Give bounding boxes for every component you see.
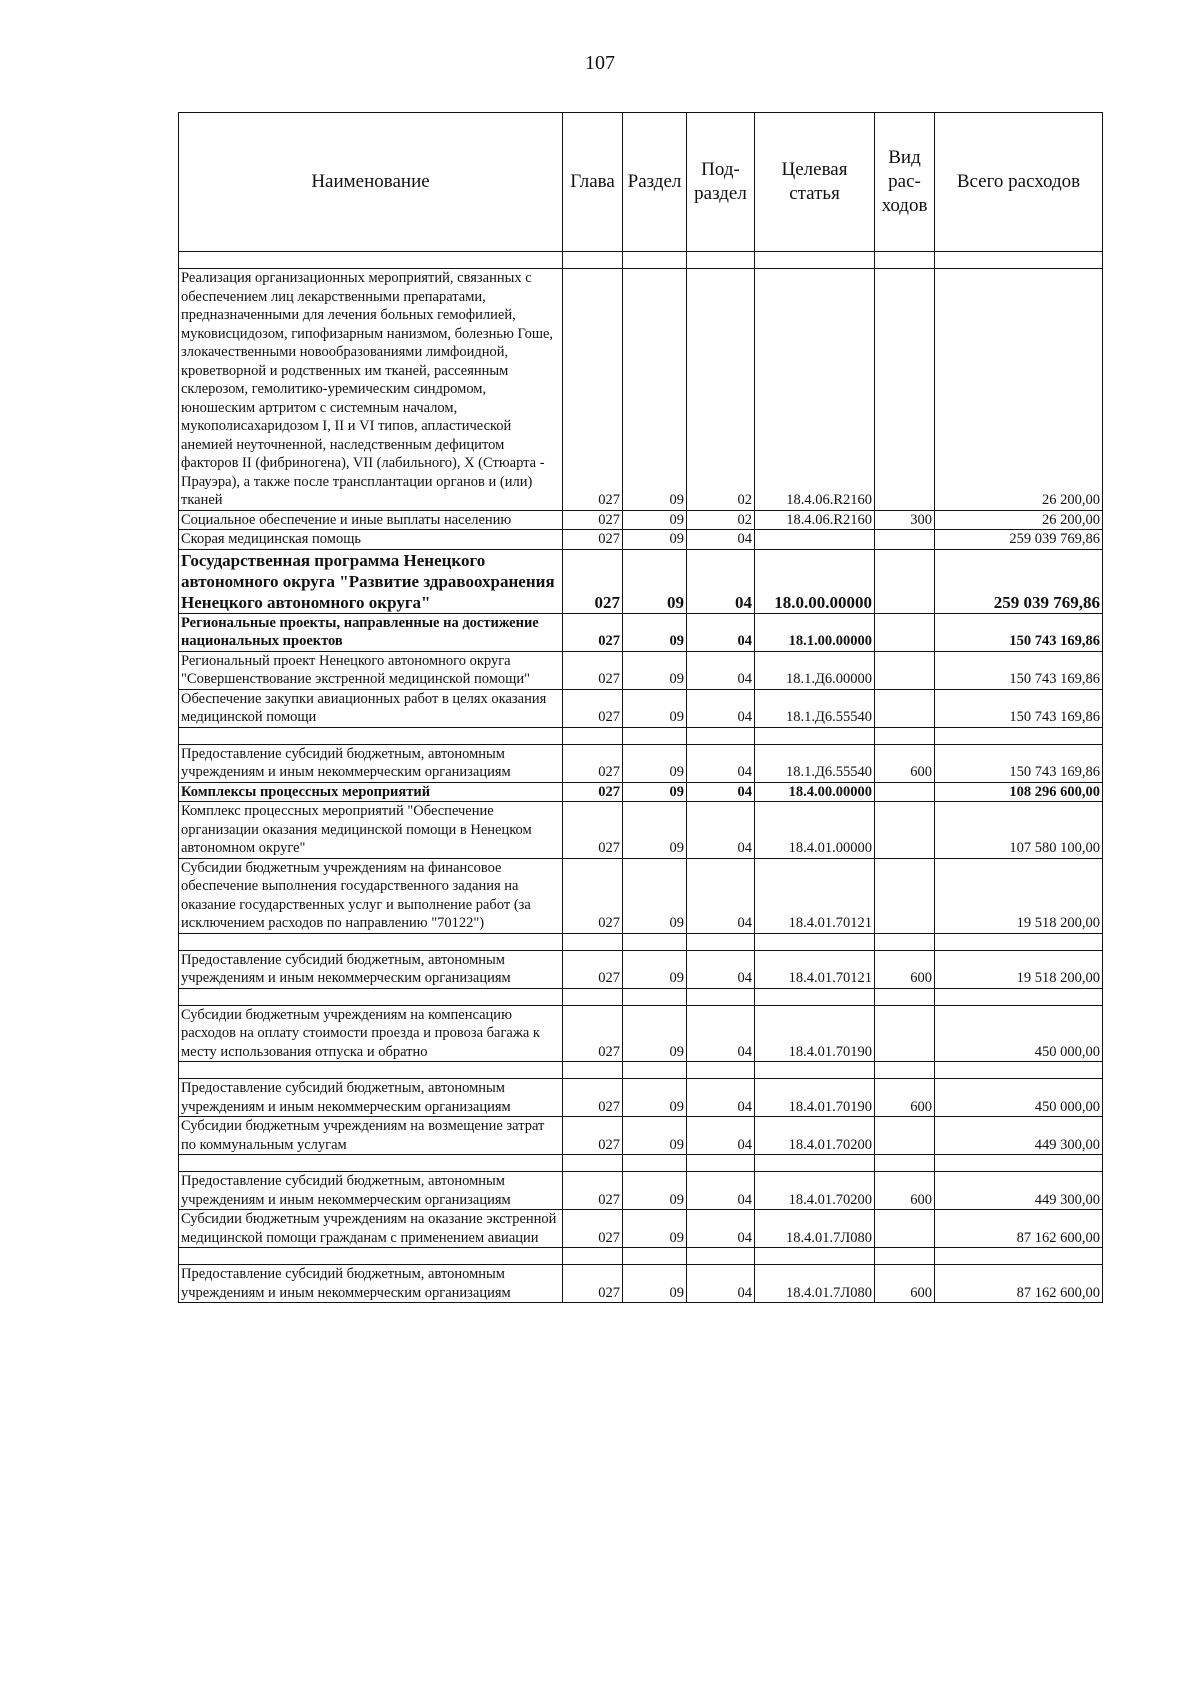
cell-name: Обеспечение закупки авиационных работ в целях оказания медицинской помощи	[179, 689, 563, 727]
table-row	[179, 858, 1103, 933]
table-row	[179, 549, 1103, 613]
cell-razdel: 09	[623, 1265, 687, 1303]
row-spacer	[179, 1155, 1103, 1172]
cell-pod: 04	[687, 1172, 755, 1210]
cell-pod: 04	[687, 689, 755, 727]
cell-total: 150 743 169,86	[935, 689, 1103, 727]
cell-razdel: 09	[623, 950, 687, 988]
table-row	[179, 782, 1103, 802]
cell-pod: 04	[687, 1210, 755, 1248]
cell-name: Предоставление субсидий бюджетным, автономным учреждениям и иным некоммерческим организациям	[179, 744, 563, 782]
cell-glava: 027	[563, 1210, 623, 1248]
header-vid-rashodov: Вид рас- ходов	[875, 113, 935, 252]
cell-total: 150 743 169,86	[935, 613, 1103, 651]
table-row	[179, 651, 1103, 689]
header-name: Наименование	[179, 113, 563, 252]
cell-name: Субсидии бюджетным учреждениям на оказание экстренной медицинской помощи гражданам с применением авиации	[179, 1210, 563, 1248]
cell-pod: 04	[687, 858, 755, 933]
cell-razdel: 09	[623, 782, 687, 802]
cell-cel: 18.4.01.7Л080	[755, 1265, 875, 1303]
cell-cel: 18.4.01.70190	[755, 1005, 875, 1062]
cell-name: Предоставление субсидий бюджетным, автономным учреждениям и иным некоммерческим организациям	[179, 1079, 563, 1117]
cell-pod: 04	[687, 782, 755, 802]
cell-vid	[875, 1117, 935, 1155]
cell-razdel: 09	[623, 651, 687, 689]
cell-vid: 600	[875, 1079, 935, 1117]
cell-glava: 027	[563, 613, 623, 651]
budget-table	[178, 112, 1103, 1303]
cell-name: Социальное обеспечение и иные выплаты населению	[179, 510, 563, 530]
table-row	[179, 1265, 1103, 1303]
cell-name: Предоставление субсидий бюджетным, автономным учреждениям и иным некоммерческим организациям	[179, 950, 563, 988]
cell-name: Государственная программа Ненецкого автономного округа "Развитие здравоохранения Ненецкого автономного округа"	[179, 549, 563, 613]
cell-name: Региональный проект Ненецкого автономного округа "Совершенствование экстренной медицинской помощи"	[179, 651, 563, 689]
cell-pod: 04	[687, 1117, 755, 1155]
header-celevaya-statya: Целевая статья	[755, 113, 875, 252]
cell-total: 26 200,00	[935, 510, 1103, 530]
cell-cel: 18.4.01.70200	[755, 1117, 875, 1155]
cell-glava: 027	[563, 530, 623, 550]
cell-razdel: 09	[623, 510, 687, 530]
cell-glava: 027	[563, 510, 623, 530]
cell-cel: 18.4.01.70121	[755, 950, 875, 988]
cell-pod: 02	[687, 510, 755, 530]
cell-vid: 600	[875, 950, 935, 988]
cell-glava: 027	[563, 858, 623, 933]
cell-cel: 18.1.00.00000	[755, 613, 875, 651]
cell-total: 87 162 600,00	[935, 1265, 1103, 1303]
cell-pod: 02	[687, 269, 755, 511]
cell-cel: 18.4.00.00000	[755, 782, 875, 802]
table-header-row	[179, 113, 1103, 252]
cell-total: 107 580 100,00	[935, 802, 1103, 859]
cell-razdel: 09	[623, 1079, 687, 1117]
cell-vid	[875, 689, 935, 727]
cell-total: 450 000,00	[935, 1005, 1103, 1062]
cell-glava: 027	[563, 782, 623, 802]
cell-razdel: 09	[623, 744, 687, 782]
cell-vid: 300	[875, 510, 935, 530]
cell-total: 87 162 600,00	[935, 1210, 1103, 1248]
cell-razdel: 09	[623, 613, 687, 651]
table-row	[179, 1117, 1103, 1155]
cell-cel: 18.4.01.70200	[755, 1172, 875, 1210]
cell-glava: 027	[563, 1117, 623, 1155]
header-razdel: Раздел	[623, 113, 687, 252]
cell-pod: 04	[687, 1005, 755, 1062]
cell-total: 108 296 600,00	[935, 782, 1103, 802]
cell-razdel: 09	[623, 1172, 687, 1210]
cell-vid	[875, 802, 935, 859]
cell-vid	[875, 613, 935, 651]
cell-pod: 04	[687, 549, 755, 613]
cell-cel: 18.4.01.70121	[755, 858, 875, 933]
cell-cel: 18.1.Д6.55540	[755, 744, 875, 782]
cell-name: Комплексы процессных мероприятий	[179, 782, 563, 802]
cell-cel: 18.4.01.70190	[755, 1079, 875, 1117]
row-spacer	[179, 933, 1103, 950]
header-podrazdel: Под- раздел	[687, 113, 755, 252]
cell-total: 150 743 169,86	[935, 651, 1103, 689]
cell-glava: 027	[563, 689, 623, 727]
table-row	[179, 689, 1103, 727]
cell-pod: 04	[687, 802, 755, 859]
cell-razdel: 09	[623, 269, 687, 511]
cell-name: Предоставление субсидий бюджетным, автономным учреждениям и иным некоммерческим организациям	[179, 1265, 563, 1303]
cell-pod: 04	[687, 950, 755, 988]
cell-vid	[875, 858, 935, 933]
cell-glava: 027	[563, 549, 623, 613]
cell-name: Реализация организационных мероприятий, связанных с обеспечением лиц лекарственными препаратами, предназначенными для лечения больных гемофилией, муковисцидозом, гипофизарным нанизмом, болезнью Гоше, злокачественными новообразованиями лимфоидной, кроветворной и родственных им тканей, рассеянным склерозом, гемолитико-уремическим синдромом, юношеским артритом с системным началом, мукополисахаридозом I, II и VI типов, апластической анемией неуточненной, наследственным дефицитом факторов II (фибриногена), VII (лабильного), X (Стюарта - Прауэра), а также после трансплантации органов и (или) тканей	[179, 269, 563, 511]
cell-razdel: 09	[623, 530, 687, 550]
cell-vid: 600	[875, 1172, 935, 1210]
cell-pod: 04	[687, 744, 755, 782]
cell-vid: 600	[875, 1265, 935, 1303]
cell-razdel: 09	[623, 549, 687, 613]
cell-name: Субсидии бюджетным учреждениям на компенсацию расходов на оплату стоимости проезда и провоза багажа к месту использования отпуска и обратно	[179, 1005, 563, 1062]
cell-cel: 18.4.06.R2160	[755, 269, 875, 511]
cell-cel: 18.1.Д6.55540	[755, 689, 875, 727]
table-row	[179, 1079, 1103, 1117]
cell-razdel: 09	[623, 1210, 687, 1248]
cell-glava: 027	[563, 269, 623, 511]
cell-cel: 18.4.06.R2160	[755, 510, 875, 530]
cell-vid	[875, 530, 935, 550]
cell-cel: 18.1.Д6.00000	[755, 651, 875, 689]
header-total: Всего расходов	[935, 113, 1103, 252]
cell-total: 26 200,00	[935, 269, 1103, 511]
cell-vid: 600	[875, 744, 935, 782]
cell-name: Скорая медицинская помощь	[179, 530, 563, 550]
cell-total: 19 518 200,00	[935, 950, 1103, 988]
cell-razdel: 09	[623, 689, 687, 727]
table-row	[179, 1172, 1103, 1210]
cell-total: 150 743 169,86	[935, 744, 1103, 782]
cell-glava: 027	[563, 744, 623, 782]
cell-razdel: 09	[623, 1005, 687, 1062]
row-spacer	[179, 727, 1103, 744]
cell-glava: 027	[563, 802, 623, 859]
cell-vid	[875, 549, 935, 613]
table-row	[179, 1210, 1103, 1248]
cell-name: Предоставление субсидий бюджетным, автономным учреждениям и иным некоммерческим организациям	[179, 1172, 563, 1210]
cell-cel	[755, 530, 875, 550]
table-row	[179, 613, 1103, 651]
cell-total: 259 039 769,86	[935, 549, 1103, 613]
header-glava: Глава	[563, 113, 623, 252]
table-row	[179, 802, 1103, 859]
cell-cel: 18.4.01.00000	[755, 802, 875, 859]
cell-cel: 18.4.01.7Л080	[755, 1210, 875, 1248]
cell-glava: 027	[563, 950, 623, 988]
row-spacer	[179, 252, 1103, 269]
cell-pod: 04	[687, 651, 755, 689]
row-spacer	[179, 988, 1103, 1005]
cell-pod: 04	[687, 1265, 755, 1303]
cell-glava: 027	[563, 1005, 623, 1062]
row-spacer	[179, 1062, 1103, 1079]
cell-name: Комплекс процессных мероприятий "Обеспечение организации оказания медицинской помощи в Ненецком автономном округе"	[179, 802, 563, 859]
cell-glava: 027	[563, 1079, 623, 1117]
cell-razdel: 09	[623, 802, 687, 859]
cell-total: 450 000,00	[935, 1079, 1103, 1117]
cell-total: 19 518 200,00	[935, 858, 1103, 933]
cell-cel: 18.0.00.00000	[755, 549, 875, 613]
cell-glava: 027	[563, 1172, 623, 1210]
cell-total: 449 300,00	[935, 1117, 1103, 1155]
cell-total: 259 039 769,86	[935, 530, 1103, 550]
cell-name: Региональные проекты, направленные на достижение национальных проектов	[179, 613, 563, 651]
cell-glava: 027	[563, 1265, 623, 1303]
table-row	[179, 1005, 1103, 1062]
cell-glava: 027	[563, 651, 623, 689]
cell-vid	[875, 1210, 935, 1248]
cell-name: Субсидии бюджетным учреждениям на финансовое обеспечение выполнения государственного задания на оказание государственных услуг и выполнение работ (за исключением расходов по направлению "70122")	[179, 858, 563, 933]
cell-vid	[875, 782, 935, 802]
cell-pod: 04	[687, 530, 755, 550]
table-row	[179, 744, 1103, 782]
cell-name: Субсидии бюджетным учреждениям на возмещение затрат по коммунальным услугам	[179, 1117, 563, 1155]
cell-vid	[875, 269, 935, 511]
cell-pod: 04	[687, 1079, 755, 1117]
table-row	[179, 269, 1103, 511]
page-number: 107	[585, 52, 615, 74]
cell-vid	[875, 651, 935, 689]
table-row	[179, 950, 1103, 988]
cell-total: 449 300,00	[935, 1172, 1103, 1210]
cell-vid	[875, 1005, 935, 1062]
cell-pod: 04	[687, 613, 755, 651]
row-spacer	[179, 1248, 1103, 1265]
table-row	[179, 510, 1103, 530]
cell-razdel: 09	[623, 858, 687, 933]
cell-razdel: 09	[623, 1117, 687, 1155]
table-row	[179, 530, 1103, 550]
